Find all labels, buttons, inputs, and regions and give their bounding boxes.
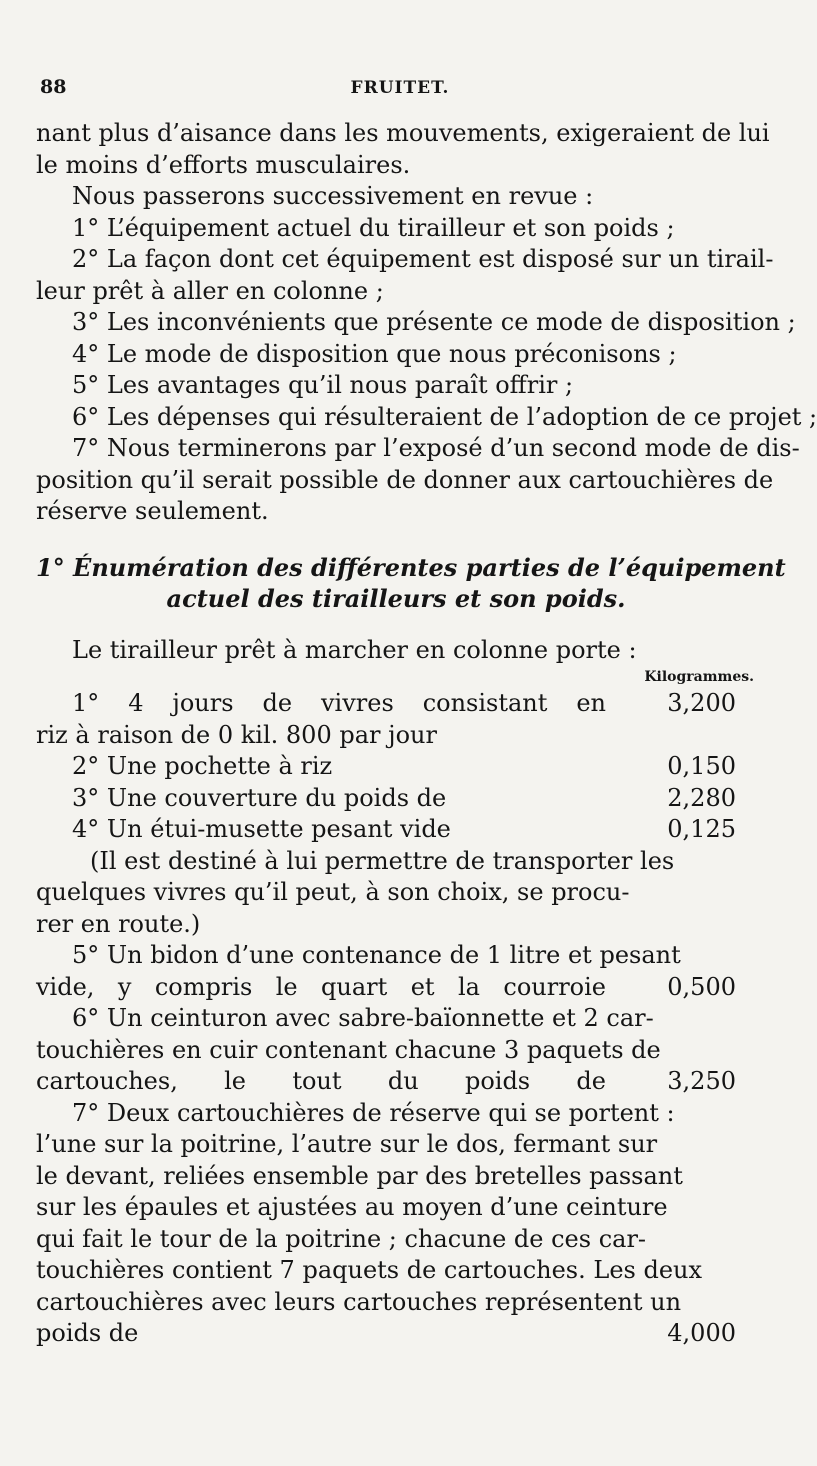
equipment-row [36,940,756,972]
equipment-text: poids de [36,1319,139,1347]
list-item: leur prêt à aller en colonne ; [36,276,384,305]
equipment-text: cartouches, le tout du poids de [36,1067,606,1095]
equipment-row [36,1224,756,1256]
list-item: position qu’il serait possible de donner aux cartouchières de [36,465,774,494]
equipment-text: 2° Une pochette à riz [72,752,333,780]
list-item: 6° Les dépenses qui résulteraient de l’adoption de ce projet ; [72,402,817,431]
equipment-row [36,1035,756,1067]
equipment-row [36,1192,756,1224]
equipment-text: cartouchières avec leurs cartouches représentent un [36,1287,682,1316]
equipment-text: le devant, reliées ensemble par des bretelles passant [36,1161,683,1190]
list-lead: Nous passerons successivement en revue : [72,182,594,210]
equipment-text: quelques vivres qu’il peut, à son choix, se procu- [36,878,630,906]
intro-line: nant plus d’aisance dans les mouvements, exigeraient de lui [36,119,770,147]
equipment-weight: 0,500 [667,972,736,1001]
equipment-row [36,783,756,815]
equipment-text: sur les épaules et ajustées au moyen d’une ceinture [36,1193,668,1221]
equipment-weight: 2,280 [667,783,736,812]
equipment-text: riz à raison de 0 kil. 800 par jour [36,720,437,749]
list-item: 3° Les inconvénients que présente ce mode de disposition ; [72,308,796,336]
equipment-row [36,1098,756,1130]
equipment-row [36,909,756,941]
equipment-row [36,814,756,846]
equipment-text: (Il est destiné à lui permettre de transporter les [90,846,675,875]
running-head: FRUITET. [350,78,450,98]
intro-line: le moins d’efforts musculaires. [36,150,411,179]
equipment-row [36,1318,756,1350]
equipment-list [36,688,756,1350]
equipment-row [36,877,756,909]
equipment-weight: 0,125 [667,815,736,843]
section-heading: 1° Énumération des différentes parties de l’équipement [36,552,786,582]
list-item: réserve seulement. [36,497,269,525]
page-header [0,76,800,106]
page-number: 88 [40,76,67,98]
list-item: 2° La façon dont cet équipement est disposé sur un tirail- [72,245,774,273]
equipment-row [36,688,756,720]
equipment-text: 3° Une couverture du poids de [72,783,447,812]
units-label: Kilogrammes. [644,669,754,685]
equipment-text: 7° Deux cartouchières de réserve qui se portent : [72,1098,675,1127]
equipment-row [36,751,756,783]
equipment-row [36,1003,756,1035]
equipment-row [36,972,756,1004]
equipment-row [36,1066,756,1098]
equipment-row [36,1129,756,1161]
list-item: 4° Le mode de disposition que nous préconisons ; [72,339,677,368]
equipment-weight: 4,000 [667,1319,736,1347]
equipment-weight: 0,150 [667,752,736,780]
equipment-text: 4° Un étui-musette pesant vide [72,815,451,843]
page-body [36,118,817,1350]
equipment-text: vide, y compris le quart et la courroie [36,972,606,1001]
section-heading: actuel des tirailleurs et son poids. [166,584,626,613]
equipment-text: l’une sur la poitrine, l’autre sur le dos, fermant sur [36,1130,658,1158]
equipment-weight: 3,250 [667,1067,736,1095]
equipment-text: 1° 4 jours de vivres consistant en [72,689,606,717]
equipment-row [36,720,756,752]
list-item: 5° Les avantages qu’il nous paraît offrir ; [72,371,574,399]
equipment-text: 5° Un bidon d’une contenance de 1 litre et pesant [72,941,681,969]
equipment-weight: 3,200 [667,689,736,717]
equipment-text: rer en route.) [36,909,201,938]
list-item: 1° L’équipement actuel du tirailleur et son poids ; [72,213,675,242]
equipment-text: qui fait le tour de la poitrine ; chacune de ces car- [36,1224,647,1253]
equipment-text: touchières en cuir contenant chacune 3 paquets de [36,1035,661,1064]
equipment-text: 6° Un ceinturon avec sabre-baïonnette et 2 car- [72,1004,654,1032]
equipment-text: touchières contient 7 paquets de cartouches. Les deux [36,1256,703,1284]
equipment-row [36,1287,756,1319]
equipment-row [36,1161,756,1193]
equipment-row [36,1255,756,1287]
table-lead: Le tirailleur prêt à marcher en colonne porte : [72,635,637,664]
list-item: 7° Nous terminerons par l’exposé d’un second mode de dis- [72,434,800,462]
equipment-row [36,846,756,878]
